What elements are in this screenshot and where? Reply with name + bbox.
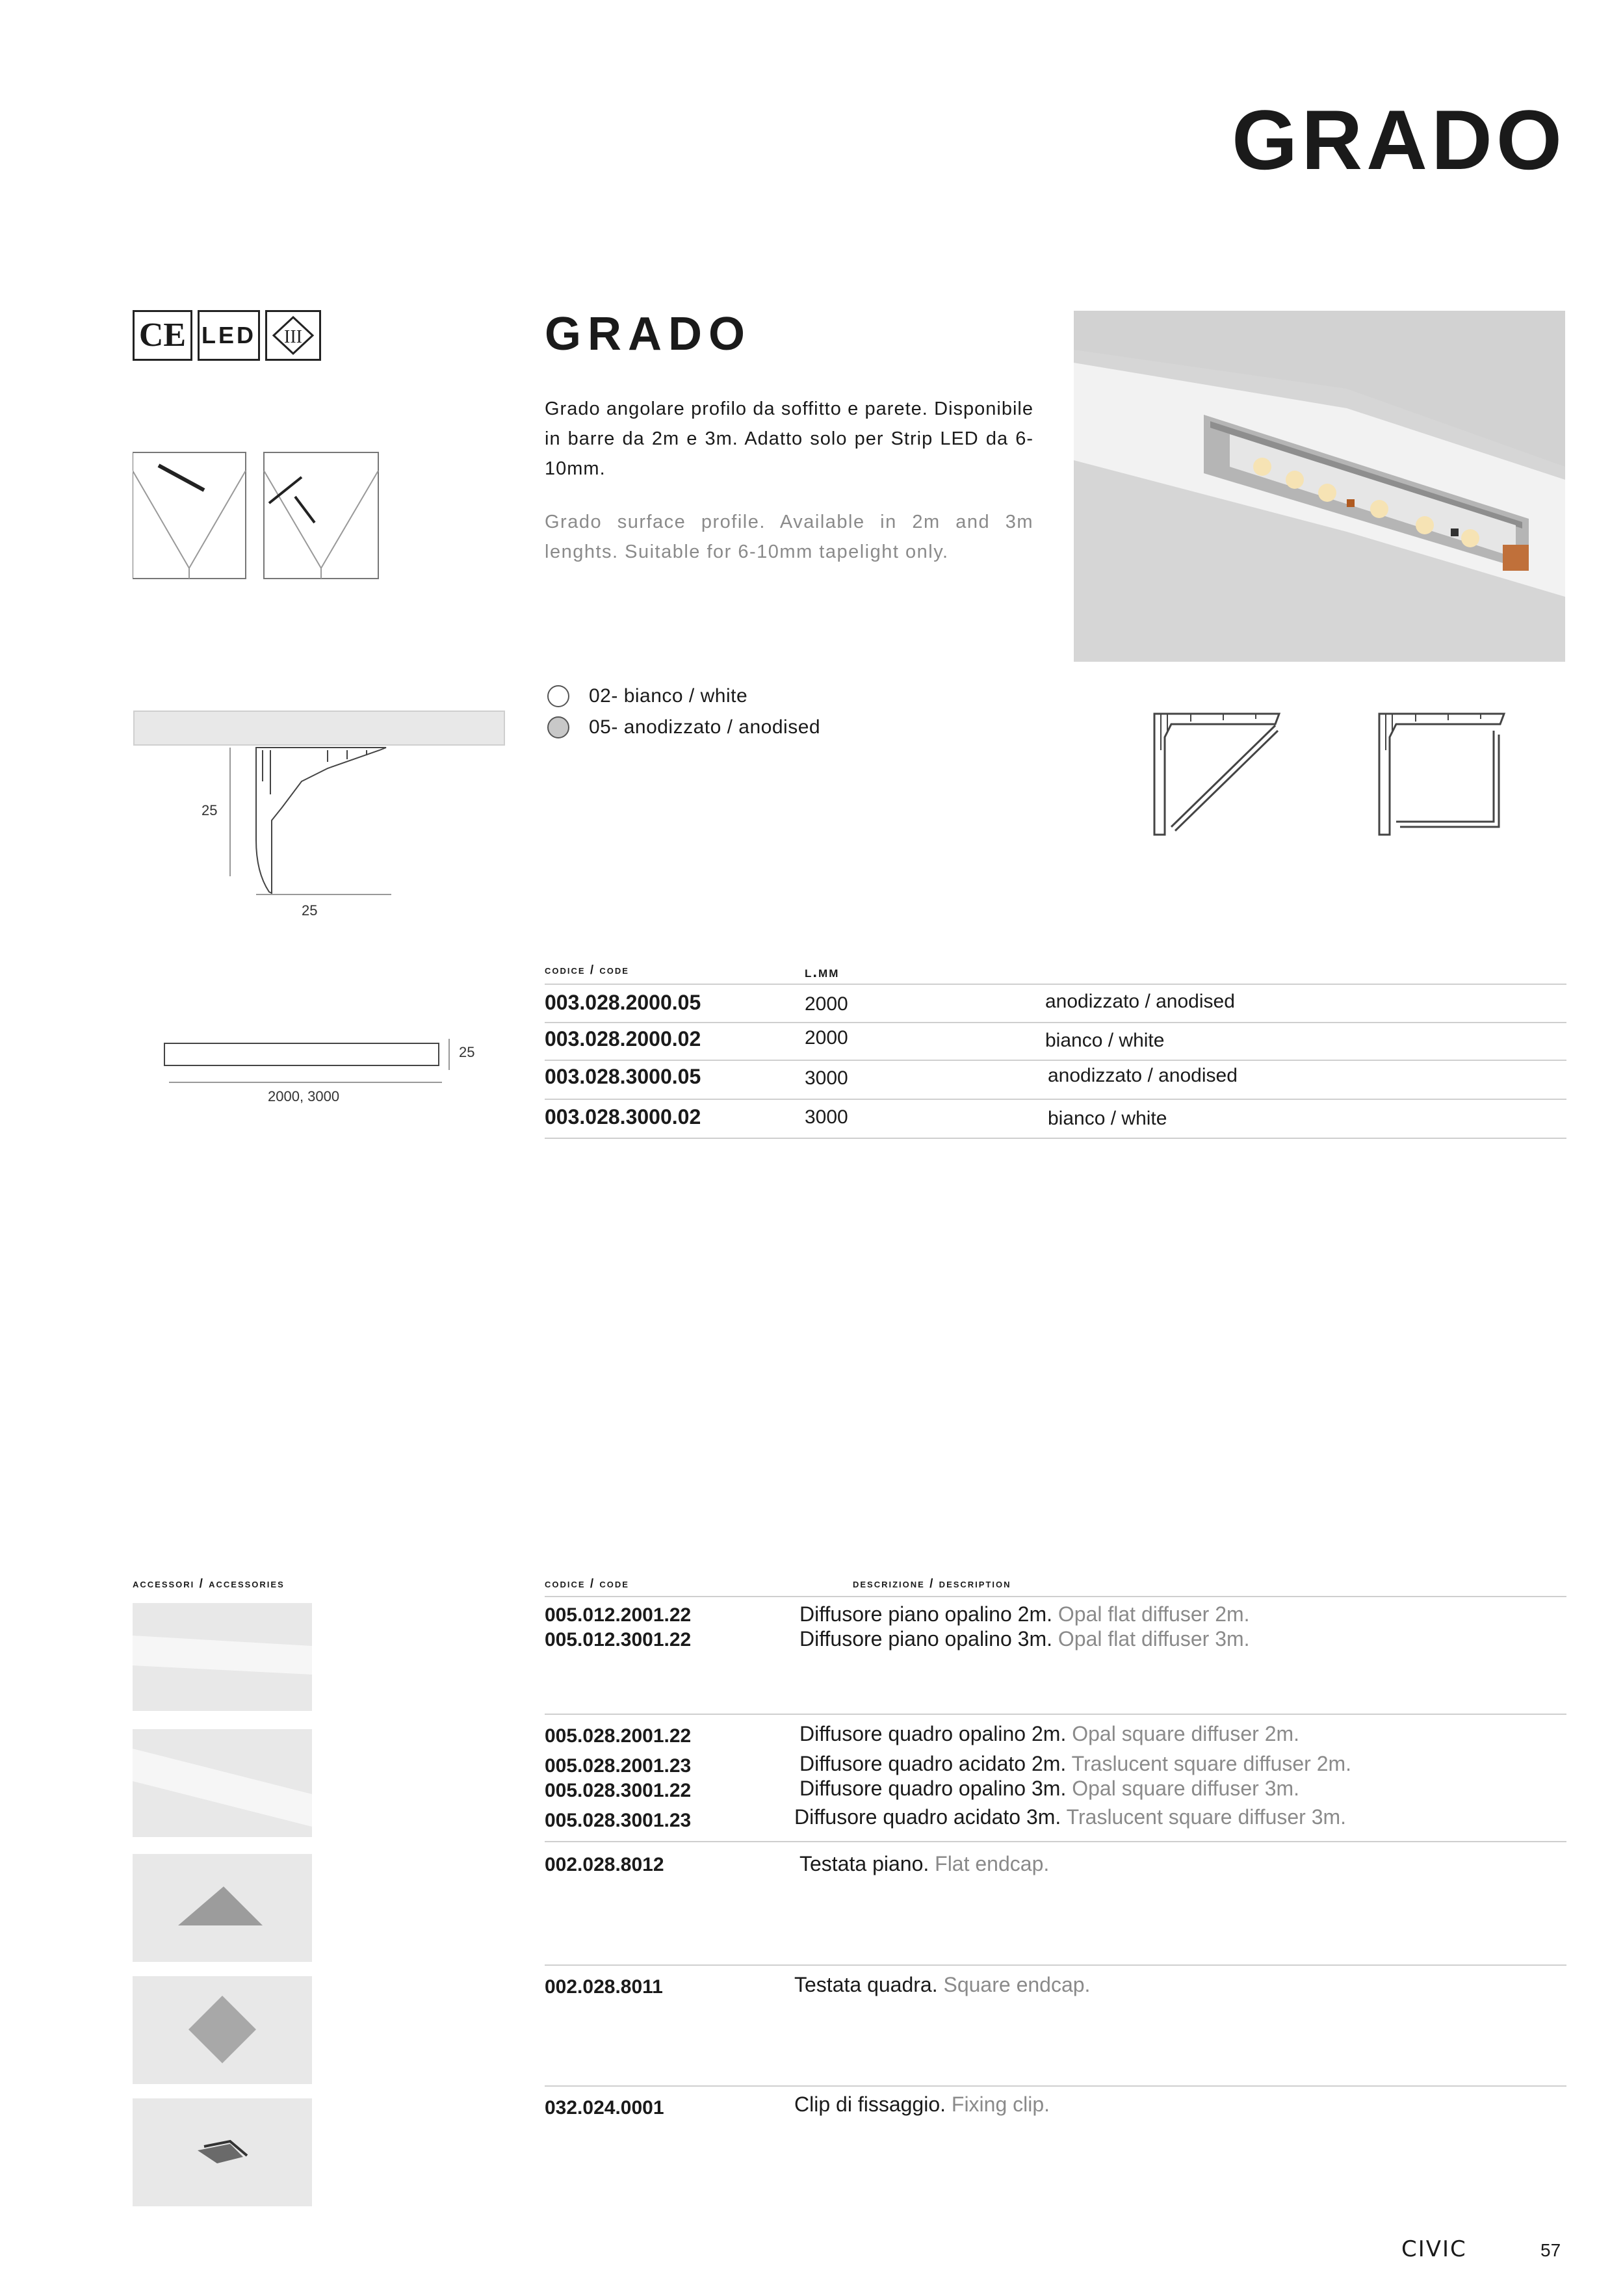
row-divider [545, 1022, 1566, 1023]
bar-height-line [448, 1039, 450, 1070]
flat-diffuser-section-drawing [1152, 711, 1282, 841]
accessory-description: Testata quadra. Square endcap. [794, 1973, 1091, 1996]
accessory-code: 005.012.2001.22 [545, 1604, 692, 1626]
description-english: Grado surface profile. Available in 2m and 3m lenghts. Suitable for 6-10mm tapelight only. [545, 512, 1033, 562]
accessory-divider [545, 2085, 1566, 2087]
row-divider [545, 1060, 1566, 1061]
page-number: 57 [1540, 2240, 1561, 2260]
accessory-code: 002.028.8011 [545, 1976, 663, 1998]
dimension-width: 25 [302, 902, 318, 919]
row-finish: anodizzato / anodised [1045, 991, 1235, 1012]
table-row [545, 987, 1566, 1023]
row-length: 2000 [805, 1027, 848, 1049]
accessory-code: 005.028.3001.22 [545, 1780, 692, 1801]
fixing-clip-image [133, 2098, 312, 2206]
row-divider [545, 1138, 1566, 1139]
accessory-description: Diffusore quadro opalino 3m. Opal square diffuser 3m. [799, 1777, 1300, 1800]
finish-label-anodised: 05- anodizzato / anodised [589, 716, 821, 738]
finish-label-white: 02- bianco / white [589, 685, 748, 707]
row-code: 003.028.3000.05 [545, 1065, 701, 1088]
ce-mark-icon: CE [133, 310, 192, 361]
page-title: GRADO [1232, 92, 1566, 187]
bar-length-line [169, 1082, 442, 1083]
row-length: 3000 [805, 1067, 848, 1089]
codes-header-length: l.mm [805, 963, 840, 981]
accessory-description: Diffusore quadro acidato 3m. Traslucent square diffuser 3m. [794, 1805, 1347, 1829]
row-divider [545, 1099, 1566, 1100]
bar-height-value: 25 [459, 1044, 475, 1060]
ceiling-mount-pictogram [133, 451, 380, 581]
flat-diffuser-image [133, 1603, 312, 1711]
row-code: 003.028.2000.05 [545, 991, 701, 1014]
profile-section-drawing [133, 710, 510, 931]
product-name: GRADO [545, 308, 751, 360]
class-three-icon [265, 310, 321, 361]
table-row [545, 1024, 1566, 1061]
accessory-code: 005.028.2001.22 [545, 1725, 692, 1747]
row-finish: anodizzato / anodised [1048, 1065, 1238, 1086]
accessories-header-description: descrizione / description [853, 1577, 1011, 1591]
class-label: III [284, 327, 302, 347]
accessories-header: accessori / accessories [133, 1577, 285, 1591]
row-code: 003.028.2000.02 [545, 1027, 701, 1050]
product-photo [1074, 311, 1565, 662]
square-diffuser-section-drawing [1377, 711, 1507, 841]
accessory-description: Clip di fissaggio. Fixing clip. [794, 2093, 1050, 2116]
finish-swatch-anodised [547, 716, 569, 738]
accessory-code: 005.028.2001.23 [545, 1755, 692, 1777]
finish-swatch-white [547, 685, 569, 707]
certification-icons [133, 310, 321, 362]
description-italian: Grado angolare profilo da soffitto e parete. Disponibile in barre da 2m e 3m. Adatto solo per Strip LED da 6-10mm. [545, 398, 1033, 479]
accessory-description: Diffusore piano opalino 2m. Opal flat diffuser 2m. [799, 1602, 1250, 1626]
accessory-description: Diffusore piano opalino 3m. Opal flat diffuser 3m. [799, 1627, 1250, 1650]
flat-endcap-image [133, 1854, 312, 1962]
accessories-header-divider [545, 1596, 1566, 1597]
accessory-code: 005.028.3001.23 [545, 1810, 692, 1831]
table-row [545, 1101, 1566, 1138]
brand-logo: CIVIC [1401, 2236, 1467, 2262]
accessories-header-code: codice / code [545, 1577, 629, 1591]
bar-length-value: 2000, 3000 [268, 1088, 340, 1104]
codes-header-code: codice / code [545, 963, 629, 977]
accessory-divider [545, 1964, 1566, 1966]
codes-header-divider [545, 984, 1566, 985]
accessory-description: Testata piano. Flat endcap. [799, 1852, 1050, 1875]
bar-length-drawing [164, 1043, 439, 1066]
accessory-code: 002.028.8012 [545, 1854, 664, 1875]
square-endcap-image [133, 1976, 312, 2084]
accessory-code: 032.024.0001 [545, 2097, 664, 2119]
accessory-divider [545, 1841, 1566, 1842]
table-row [545, 1062, 1566, 1099]
led-mark-icon: LED [198, 310, 260, 361]
row-finish: bianco / white [1045, 1030, 1165, 1051]
row-length: 2000 [805, 993, 848, 1015]
accessory-code: 005.012.3001.22 [545, 1629, 692, 1650]
square-diffuser-image [133, 1729, 312, 1837]
dimension-height: 25 [201, 802, 218, 818]
accessory-description: Diffusore quadro opalino 2m. Opal square diffuser 2m. [799, 1722, 1300, 1745]
accessory-description: Diffusore quadro acidato 2m. Traslucent square diffuser 2m. [799, 1752, 1352, 1775]
row-length: 3000 [805, 1106, 848, 1128]
accessory-divider [545, 1714, 1566, 1715]
row-finish: bianco / white [1048, 1108, 1167, 1129]
row-code: 003.028.3000.02 [545, 1105, 701, 1128]
